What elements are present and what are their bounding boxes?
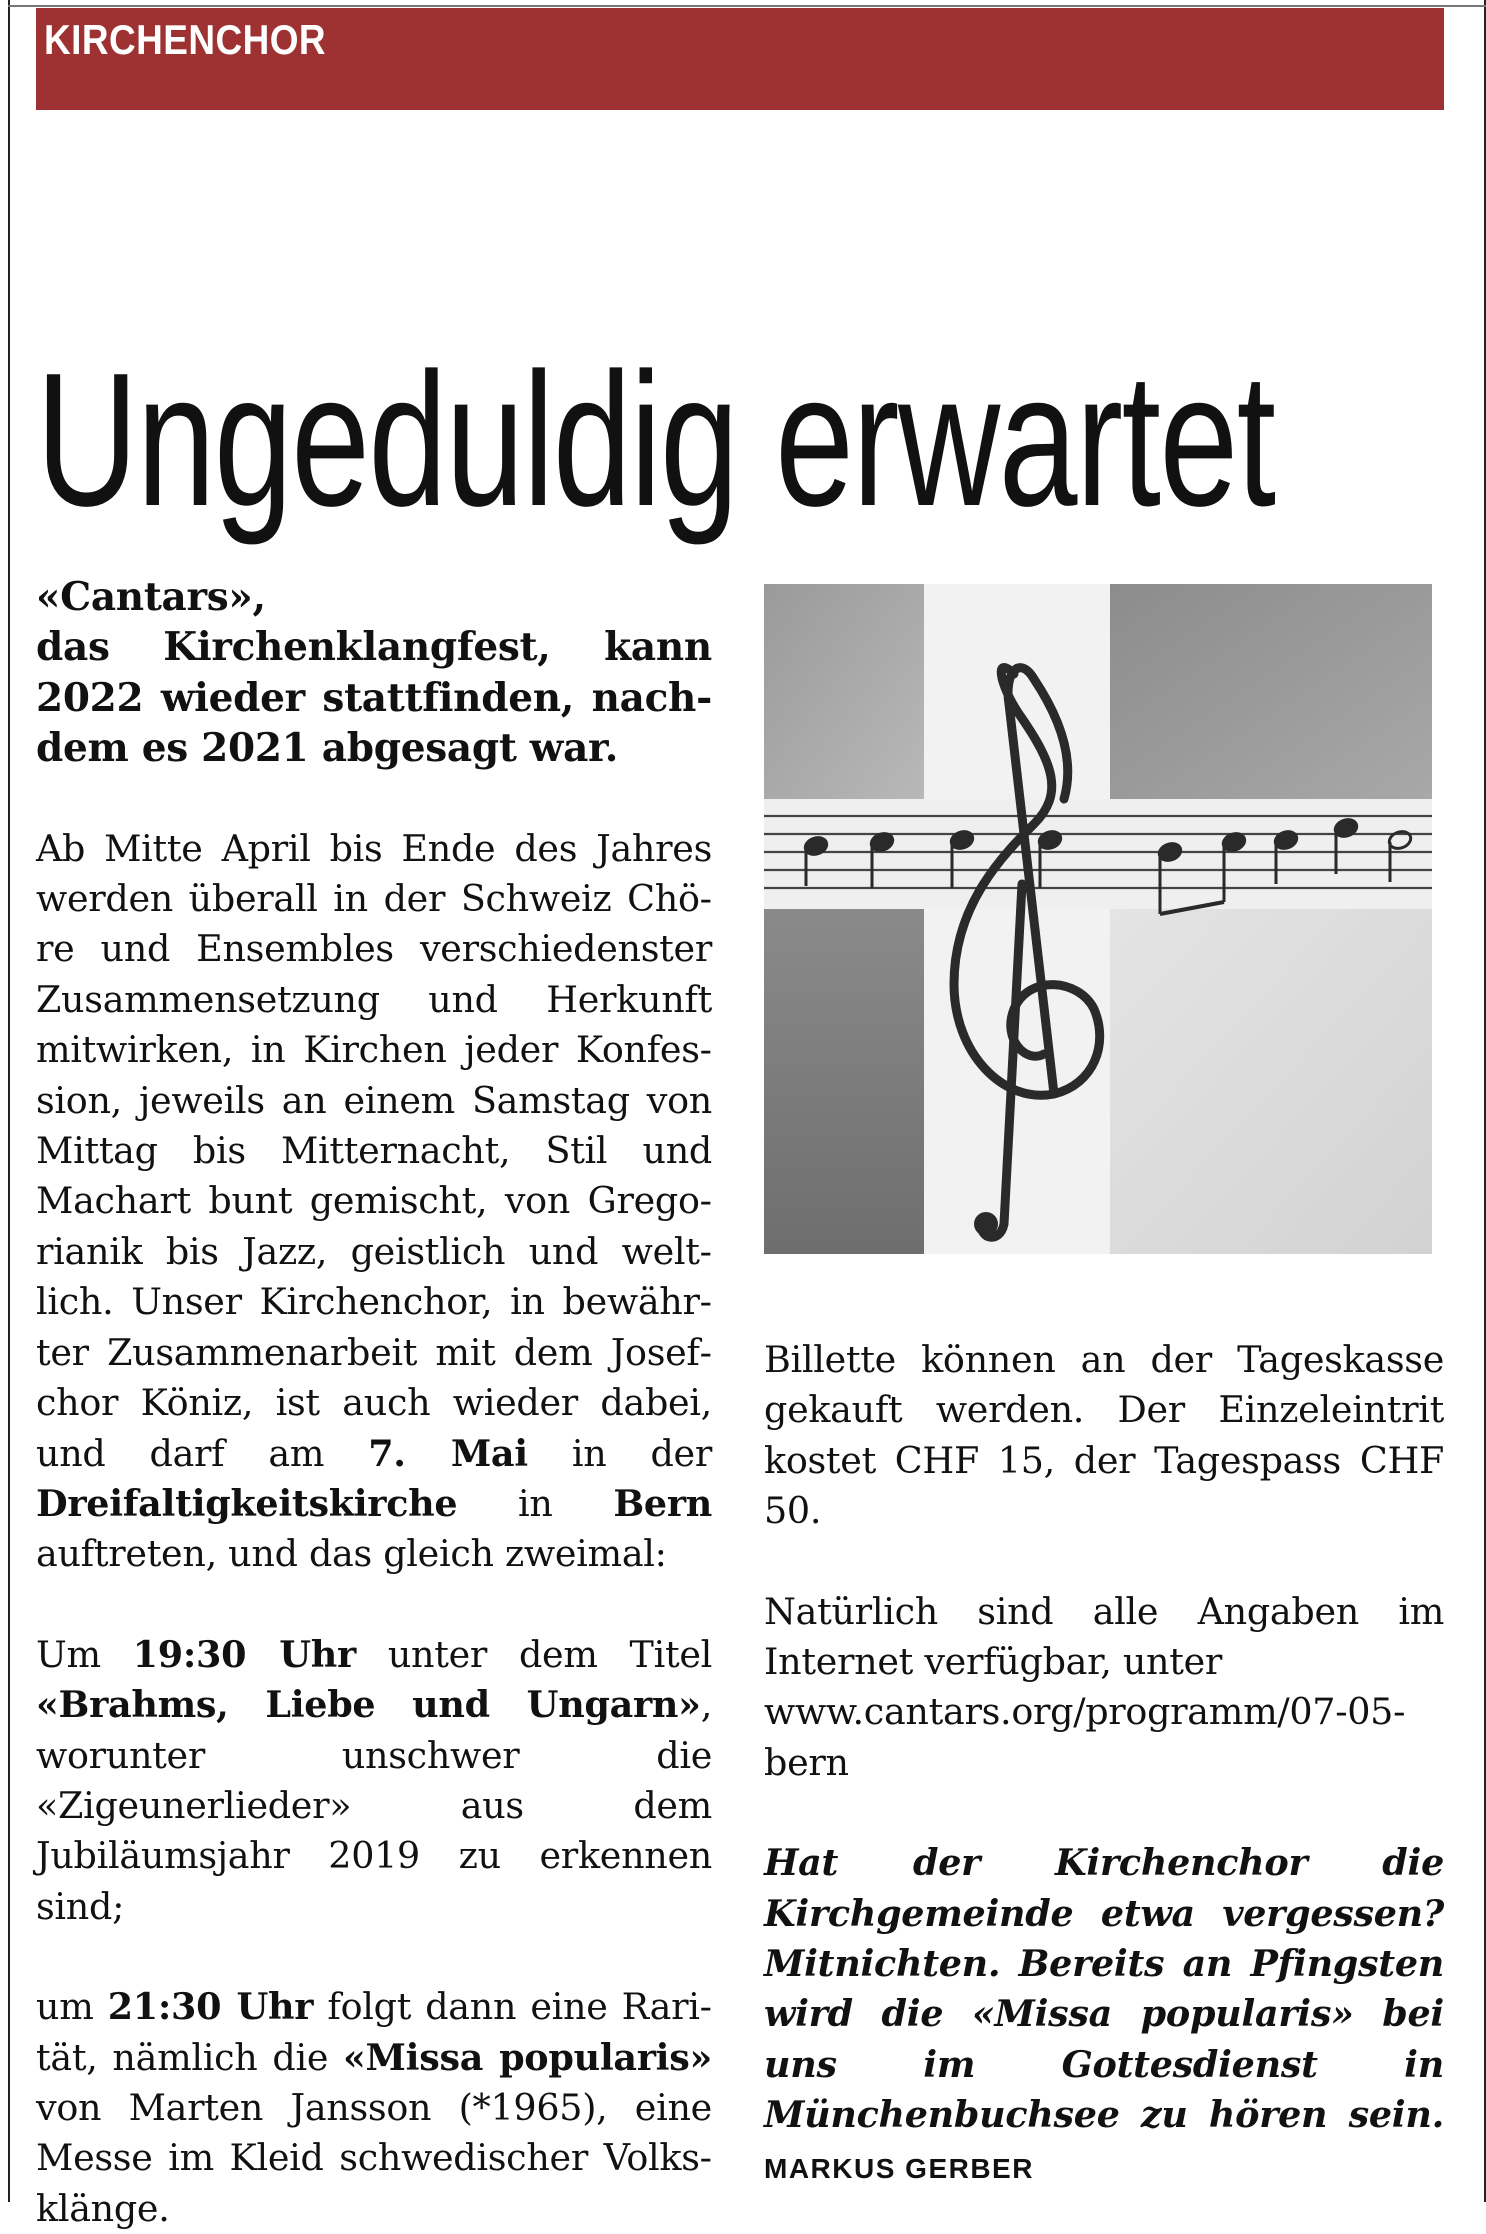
music-illustration	[764, 584, 1432, 1254]
program-url-cont: bern	[764, 1740, 849, 1784]
article-headline: Ungeduldig erwartet	[36, 334, 1275, 547]
event-date: 7. Mai	[368, 1431, 528, 1475]
closing-text: Hat der Kirchenchor die Kirchgemeinde etwa vergessen? Mitnichten. Bereits an Pfingsten wird die «Missa popularis» bei uns im Gottesdienst in Münchenbuchsee zu hören sein.	[764, 1841, 1444, 2137]
lead-line-1: «Cantars»,	[36, 574, 266, 620]
body-text: in der	[527, 1431, 712, 1475]
body-text: von Marten Jansson (*1965), eine Messe im Kleid schwedischer Volksklänge.	[36, 2085, 712, 2230]
body-text: folgt dann eine Rarität, nämlich die	[36, 1985, 713, 2079]
program-url: www.cantars.org/programm/07-05-	[764, 1690, 1406, 1734]
section-label: KIRCHENCHOR	[44, 16, 327, 63]
body-text: auftreten, und das gleich zweimal:	[36, 1532, 667, 1576]
concert-title-2: «Missa popularis»	[343, 2035, 712, 2079]
tickets-paragraph: Billette können an der Tageskasse gekauft werden. Der Einzeleintrit kostet CHF 15, der Tagespass CHF 50.	[764, 1338, 1444, 1533]
body-text: unter dem Titel	[355, 1632, 712, 1676]
paragraph-gap	[36, 1932, 712, 1982]
lead-line-4: dem es 2021 abgesagt war.	[36, 725, 618, 772]
left-column	[36, 572, 712, 2234]
paragraph-gap	[764, 1537, 1444, 1587]
concert-time-2: 21:30 Uhr	[107, 1985, 314, 2029]
body-paragraph-3	[36, 1982, 712, 2234]
paragraph-gap	[36, 1580, 712, 1630]
body-paragraph-1	[36, 824, 712, 1580]
lead-line-3: 2022 wieder stattfinden, nach-	[36, 674, 712, 721]
body-text: Um	[36, 1632, 133, 1676]
closing-paragraph	[764, 1838, 1444, 2194]
paragraph-gap	[764, 1788, 1444, 1838]
concert-title-1: «Brahms, Liebe und Ungarn»	[36, 1683, 701, 1727]
body-text: in	[457, 1481, 614, 1525]
body-paragraph-2	[36, 1630, 712, 1932]
internet-paragraph	[764, 1587, 1444, 1789]
body-text: Ab Mitte April bis Ende des Jahres werden überall in der Schweiz Chöre und Ensembles verschiedenster Zusammensetzung und Herkunft mitwirken, in Kirchen jeder Konfession, jeweils an einem Samstag von Mittag bis Mitternacht, Stil und Machart bunt gemischt, von Gregorianik bis Jazz, geistlich und weltlich. Unser Kirchenchor, in bewährter Zusammenarbeit mit dem Josefchor Köniz, ist auch wieder dabei, und darf am	[36, 826, 712, 1475]
internet-text: Natürlich sind alle Angaben im Internet verfügbar, unter	[764, 1589, 1444, 1684]
event-city: Bern	[613, 1481, 712, 1525]
treble-clef-staff-image	[764, 584, 1432, 1254]
top-rule	[8, 5, 1486, 7]
event-venue: Dreifaltigkeitskirche	[36, 1481, 458, 1525]
author-byline: MARKUS GERBER	[764, 2152, 1034, 2184]
right-column	[764, 1335, 1444, 2194]
body-text: um	[36, 1985, 108, 2029]
article-lead	[36, 572, 712, 774]
concert-time-1: 19:30 Uhr	[132, 1632, 356, 1676]
section-banner	[36, 8, 1444, 110]
body-text: , worunter unschwer die «Zigeunerlieder» aus dem Jubiläumsjahr 2019 zu erkennen sind;	[36, 1683, 712, 1928]
lead-line-2: das Kirchenklangfest, kann	[36, 624, 712, 671]
